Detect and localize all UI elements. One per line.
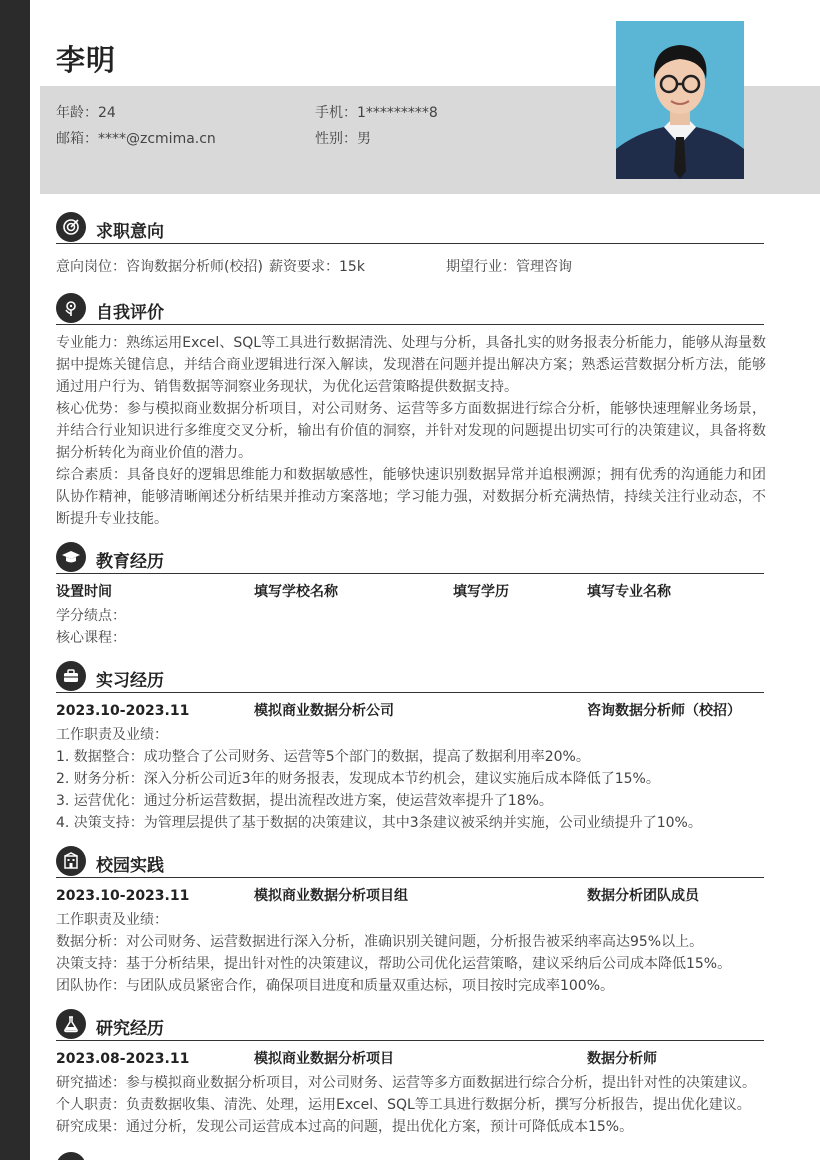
intern-time: 2023.10-2023.11 bbox=[56, 703, 190, 719]
target-icon bbox=[56, 212, 86, 242]
research-time: 2023.08-2023.11 bbox=[56, 1051, 190, 1067]
edu-courses: 核心课程： bbox=[56, 630, 126, 646]
flask-icon bbox=[56, 1009, 86, 1039]
campus-time: 2023.10-2023.11 bbox=[56, 888, 190, 904]
profile-photo bbox=[616, 21, 744, 179]
intern-org: 模拟商业数据分析公司 bbox=[254, 703, 394, 719]
intern-line: 2. 财务分析：深入分析公司近3年的财务报表，发现成本节约机会，建议实施后成本降低了15%。 bbox=[56, 771, 660, 787]
edu-major: 填写专业名称 bbox=[587, 584, 671, 600]
edu-degree: 填写学历 bbox=[453, 584, 509, 600]
research-line: 个人职责：负责数据收集、清洗、处理，运用Excel、SQL等工具进行数据分析，撰写分析报告，提出优化建议。 bbox=[56, 1097, 751, 1113]
intent-salary: 薪资要求：15k bbox=[269, 259, 365, 275]
research-org: 模拟商业数据分析项目 bbox=[254, 1051, 394, 1067]
edu-gpa: 学分绩点： bbox=[56, 608, 126, 624]
phone-field: 手机：1*********8 bbox=[315, 105, 438, 121]
section-header-intent bbox=[56, 212, 764, 244]
section-title-self: 自我评价 bbox=[96, 303, 164, 323]
research-role: 数据分析师 bbox=[587, 1051, 657, 1067]
self-eval-paragraph-1: 专业能力：熟练运用Excel、SQL等工具进行数据清洗、处理与分析，具备扎实的财务报表分析能力，能够从海量数据中提炼关键信息，并结合商业逻辑进行深入解读，发现潜在问题并提出解决方案；熟悉运营数据分析方法，能够通过用户行为、销售数据等洞察业务现状，为优化运营策略提供数据支持。 bbox=[56, 335, 766, 395]
self-eval-paragraph-2: 核心优势：参与模拟商业数据分析项目，对公司财务、运营等多方面数据进行综合分析，能够快速理解业务场景，并结合行业知识进行多维度交叉分析，输出有价值的洞察，并针对发现的问题提出切实可行的决策建议，具备将数据分析转化为商业价值的潜力。 bbox=[56, 401, 766, 461]
gender-field: 性别：男 bbox=[315, 131, 371, 147]
research-line: 研究成果：通过分析，发现公司运营成本过高的问题，提出优化方案，预计可降低成本15%。 bbox=[56, 1119, 634, 1135]
intent-position: 意向岗位：咨询数据分析师(校招) bbox=[56, 259, 263, 275]
graduation-cap-icon bbox=[56, 542, 86, 572]
section-title-edu: 教育经历 bbox=[96, 552, 164, 572]
email-field: 邮箱：****@zcmima.cn bbox=[56, 131, 216, 147]
edu-school: 填写学校名称 bbox=[254, 584, 338, 600]
self-eval-paragraph-3: 综合素质：具备良好的逻辑思维能力和数据敏感性，能够快速识别数据异常并追根溯源；拥有优秀的沟通能力和团队协作精神，能够清晰阐述分析结果并推动方案落地；学习能力强，对数据分析充满热情，持续关注行业动态，不断提升专业技能。 bbox=[56, 467, 766, 527]
intern-line: 工作职责及业绩： bbox=[56, 727, 168, 743]
flower-icon bbox=[56, 293, 86, 323]
age-field: 年龄：24 bbox=[56, 105, 116, 121]
campus-line: 决策支持：基于分析结果，提出针对性的决策建议，帮助公司优化运营策略，建议采纳后公司成本降低15%。 bbox=[56, 956, 732, 972]
campus-org: 模拟商业数据分析项目组 bbox=[254, 888, 408, 904]
intern-line: 4. 决策支持：为管理层提供了基于数据的决策建议，其中3条建议被采纳并实施，公司业绩提升了10%。 bbox=[56, 815, 702, 831]
next-section-icon bbox=[56, 1152, 86, 1160]
intern-line: 1. 数据整合：成功整合了公司财务、运营等5个部门的数据，提高了数据利用率20%。 bbox=[56, 749, 590, 765]
intern-line: 3. 运营优化：通过分析运营数据，提出流程改进方案，使运营效率提升了18%。 bbox=[56, 793, 553, 809]
section-title-research: 研究经历 bbox=[96, 1019, 164, 1039]
campus-line: 工作职责及业绩： bbox=[56, 912, 168, 928]
left-sidebar-bar bbox=[0, 0, 30, 1160]
section-header-edu bbox=[56, 542, 764, 574]
briefcase-icon bbox=[56, 661, 86, 691]
section-header-self bbox=[56, 293, 764, 325]
candidate-name: 李明 bbox=[56, 43, 117, 77]
section-header-research bbox=[56, 1009, 764, 1041]
intern-role: 咨询数据分析师（校招） bbox=[587, 703, 741, 719]
campus-role: 数据分析团队成员 bbox=[587, 888, 699, 904]
section-header-intern bbox=[56, 661, 764, 693]
campus-line: 数据分析：对公司财务、运营数据进行深入分析，准确识别关键问题，分析报告被采纳率高达95%以上。 bbox=[56, 934, 704, 950]
intent-industry: 期望行业：管理咨询 bbox=[446, 259, 572, 275]
section-title-campus: 校园实践 bbox=[96, 856, 164, 876]
research-line: 研究描述：参与模拟商业数据分析项目，对公司财务、运营等多方面数据进行综合分析，提出针对性的决策建议。 bbox=[56, 1075, 756, 1091]
section-header-campus bbox=[56, 846, 764, 878]
section-title-intent: 求职意向 bbox=[96, 222, 164, 242]
building-icon bbox=[56, 846, 86, 876]
edu-time: 设置时间 bbox=[56, 584, 112, 600]
campus-line: 团队协作：与团队成员紧密合作，确保项目进度和质量双重达标，项目按时完成率100%。 bbox=[56, 978, 615, 994]
section-title-intern: 实习经历 bbox=[96, 671, 164, 691]
